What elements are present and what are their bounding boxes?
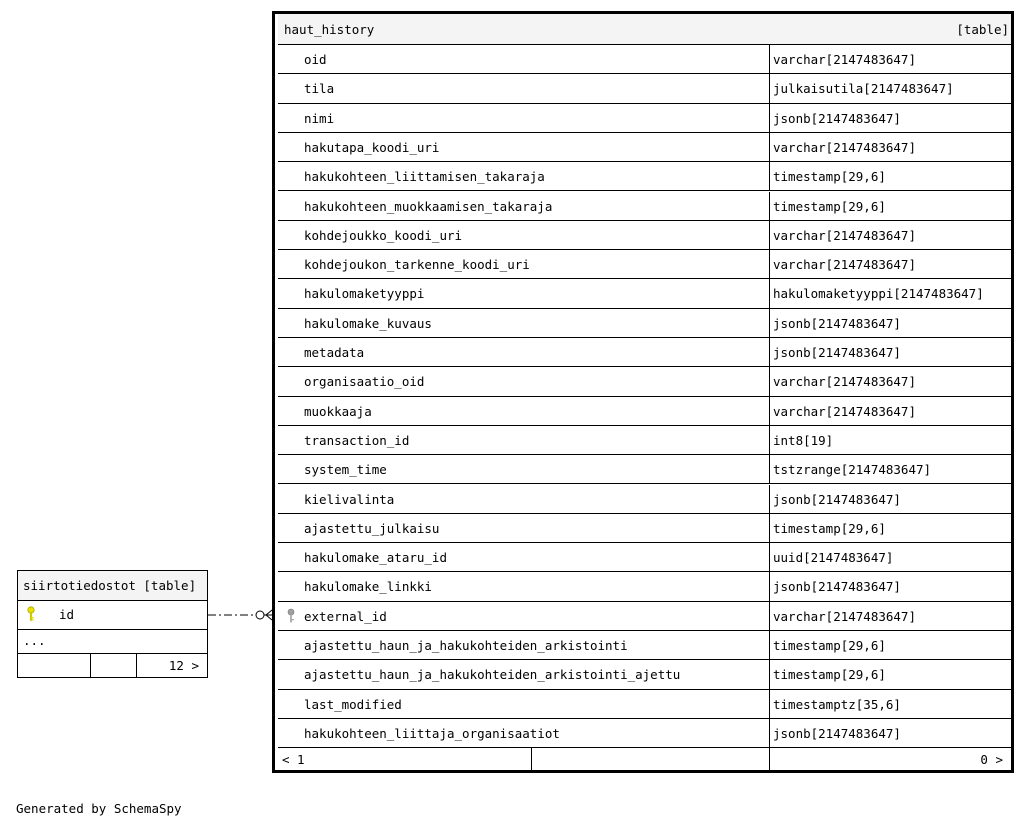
column-type: uuid[2147483647]: [769, 543, 1011, 572]
optional-marker: [256, 611, 264, 619]
column-type: jsonb[2147483647]: [769, 719, 1011, 748]
column-name: organisaatio_oid: [304, 374, 425, 390]
column-name: system_time: [304, 462, 387, 478]
column-name: kohdejoukko_koodi_uri: [304, 227, 463, 243]
column-type: timestamp[29,6]: [769, 631, 1011, 660]
column-name: muokkaaja: [304, 403, 372, 419]
column-type: tstzrange[2147483647]: [769, 455, 1011, 484]
column-type: hakulomaketyyppi[2147483647]: [769, 279, 1011, 308]
column-name: ajastettu_haun_ja_hakukohteiden_arkistointi_ajettu: [304, 667, 681, 683]
column-type: julkaisutila[2147483647]: [769, 74, 1011, 103]
column-name: transaction_id: [304, 432, 410, 448]
column-type: timestamp[29,6]: [769, 162, 1011, 191]
table-kind: [table]: [956, 22, 1009, 37]
column-type: jsonb[2147483647]: [769, 309, 1011, 338]
column-type: jsonb[2147483647]: [769, 104, 1011, 133]
column-type: timestamp[29,6]: [769, 660, 1011, 689]
column-name: oid: [304, 52, 327, 67]
column-type: timestamp[29,6]: [769, 514, 1011, 543]
column-type: varchar[2147483647]: [769, 250, 1011, 279]
table-name: siirtotiedostot [table]: [23, 578, 197, 593]
column-name: hakutapa_koodi_uri: [304, 139, 440, 155]
column-name: external_id: [304, 608, 387, 624]
column-name: hakulomake_ataru_id: [304, 550, 447, 566]
column-name: hakulomake_kuvaus: [304, 315, 432, 331]
column-type: jsonb[2147483647]: [769, 485, 1011, 514]
crowfoot-line: [266, 610, 272, 615]
column-name: metadata: [304, 345, 365, 360]
column-name: kielivalinta: [304, 491, 395, 507]
column-name: ajastettu_haun_ja_hakukohteiden_arkistointi: [304, 638, 628, 653]
column-name: hakukohteen_liittamisen_takaraja: [304, 169, 545, 185]
column-type: jsonb[2147483647]: [769, 338, 1011, 367]
column-name: nimi: [304, 110, 335, 126]
column-name: ajastettu_julkaisu: [304, 520, 440, 536]
parents-count[interactable]: < 1: [282, 752, 305, 767]
column-name: hakukohteen_liittaja_organisaatiot: [304, 725, 560, 741]
column-type: int8[19]: [769, 426, 1011, 455]
column-type: timestamptz[35,6]: [769, 690, 1011, 719]
column-type: varchar[2147483647]: [769, 367, 1011, 396]
table-name: haut_history: [284, 22, 375, 37]
column-type: varchar[2147483647]: [769, 133, 1011, 162]
column-name: id: [59, 607, 75, 622]
column-type: varchar[2147483647]: [769, 221, 1011, 250]
column-type: varchar[2147483647]: [769, 602, 1011, 631]
column-name: hakukohteen_muokkaamisen_takaraja: [304, 198, 553, 214]
column-type: timestamp[29,6]: [769, 192, 1011, 221]
ellipsis: ...: [23, 633, 46, 648]
column-name: kohdejoukon_tarkenne_koodi_uri: [304, 257, 530, 273]
column-name: last_modified: [304, 696, 402, 712]
column-name: hakulomake_linkki: [304, 579, 432, 595]
column-name: tila: [304, 81, 335, 97]
children-count[interactable]: 0 >: [980, 752, 1003, 767]
column-name: hakulomaketyyppi: [304, 286, 425, 302]
children-count[interactable]: 12 >: [168, 658, 199, 673]
column-type: jsonb[2147483647]: [769, 572, 1011, 601]
crowfoot-line: [266, 615, 272, 620]
column-type: varchar[2147483647]: [769, 397, 1011, 426]
column-type: varchar[2147483647]: [769, 45, 1011, 74]
generated-by-label: Generated by SchemaSpy: [16, 801, 182, 816]
